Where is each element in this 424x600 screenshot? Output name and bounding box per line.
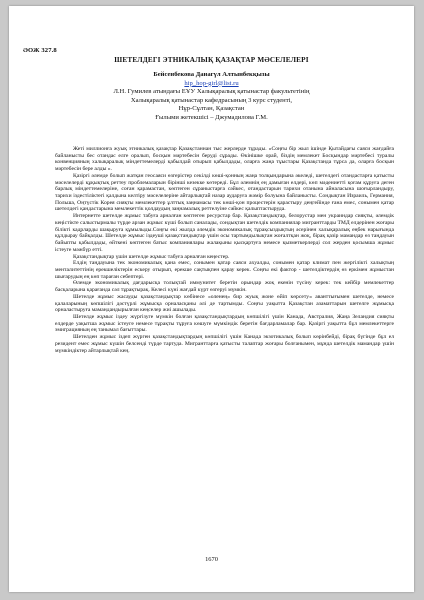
article-body bbox=[55, 146, 394, 354]
body-paragraph: Қазіргі әлемде болып жатқан геосаяси өзгерістер секілді көші-қонның жаңа толқындарына әкеледі, шетелдегі отандастарға қатысты мәселелерді құқықтық реттеу проблемаларын бірінші кезекке көтереді. Бұл әлемнің ең дамыған елдері, көп мәдениетті қоғам құруға деген барлық міндеттемелеріне, соған қарамастан, көптеген сұраныстарға сәйкес, отандастарын тарихи отанына айналасына шоғырландыру, тарихи іздестіліктегі қалдына келтіру мәселелеріне айтарлықтай назар аударуға жәмір болуына байланысты. Сондықтан Израиль, Германия, Польша, Оңтүстік Корея сияқты мемлекеттер ұлттық заңнамасы тек көші-қон процестерін қарастыру деңгейінде ғана емес, сонымен қатар шетелдегі қандастарына мемлекеттік қолдаудың заңнамалық реттелуіне сәйкес қалыптастыруда. bbox=[55, 172, 394, 213]
body-paragraph: Жеті миллионға жуық этникалық қазақтар Қазақстаннан тыс жерлерде тұрады. «Соңғы бір жыл ішінде Қытайдағы саяси жағдайға байланысты бес отандас елге оралып, босқын мәртебесін беруді сұрады. Өкінішке орай, біздің мемлекет Босқындар мәртебесі туралы конвенцияның халықаралық міндеттемелерді қабылдай отырып қабылдады, оларға жаңа тұыстары Қазақстанда тұрса да, оларға босқын мәртебесін бере алды ». bbox=[55, 146, 394, 173]
author-email-link[interactable]: hip_hop-girl@list.ru bbox=[184, 79, 239, 87]
document-page bbox=[9, 6, 414, 592]
author-city: Нұр-Сұлтан, Қазақстан bbox=[178, 105, 245, 113]
author-affiliation: Халықаралық қатынастар кафедрасының 3 курс студенті, bbox=[130, 96, 293, 104]
body-paragraph: Шетелде жұмыс іздеу жүргізуге мүмкін болған қазақстандықтардың көпшілігі үшін Канада, Австралия, Жаңа Зеландия сияқты елдерде уақытша жұмыс істеуге немесе тұрақты тұруға көшуге мүмкіндік беретін бағдарламалар бар. Қазіргі уақытта бұл мемлекеттерге эмиграцияның ең танымал бағыттары. bbox=[55, 313, 394, 334]
body-paragraph: Елдің таңдауына тек экономикалық қана емес, сонымен қатар саяси ахуалды, сонымен қатар климат пен жергілікті халықтың менталитеттінің ерекшеліктерін ескеру отырып, ерекше сақтықпен қарау керек. Соңғы екі фактор - шетелдіктердің өз еркімен жұмыстан шығарудың ең көп тараған себептері. bbox=[55, 260, 394, 280]
body-paragraph: Қазақстандықтар үшін шетелде жұмыс табуға арналған кеңестер. bbox=[73, 253, 230, 260]
author-affiliation: Л.Н. Гумилев атындағы ЕҰУ Халықаралық қатынастар факультетінің bbox=[113, 88, 310, 96]
body-paragraph: Интернетте шетелде жұмыс табуға арналған көптеген ресурстар бар. Қазақстандықтар, белорустар мен украиндар сияқты, әлемдік кеңістікте салыстырмалы түрде арзан жұмыс күші болып саналады, сондықтан шетелдік компаниялар мигранттарды ТМД елдерінен жоғары білікті кадрларды шақыруға құмылыды.Соңғы екі жылда әлемдік экономикалық тұрақсыздықтың әсерінен халықаралық еңбек нарығында құлдырау байқалды. Шетелде жұмыс іздеуші қазақстандықтар үшін осы тартымдылықтан жоғалтқан жоқ, бірақ қазір мамандар өз таңдауын байыпты қабылдады, өйткені көптеген батыс компаниялары жалақыны қысқартуға немесе қызметкерлерді сол жерден қосымша жұмыс істеуге мәжбүр етті. bbox=[55, 213, 394, 253]
body-paragraph: Өлемде экономикалық дағдарысқа толықтай иммунитет беретін орындар жоқ екенін түсіну керек: тек кейбір мемлекеттер басқаларына қарағанда сәл тұрақтырақ. Келесі күні жағдай күрт өзгеруі мүмкін. bbox=[55, 280, 394, 294]
author-block bbox=[9, 71, 414, 123]
page-number: 1670 bbox=[205, 556, 218, 563]
body-paragraph: Шетелде жұмыс жасауды қазақстандықтар көбінесе «оленең» бир жуық жоне өйіп көрсету» аванттығымен шетелде, немесе қалаларының көпшілігі дәстүрлі жұмысқа орналаcқаны әлі де тартымды. Соңғы уақытта Қазақстан азаматтарын шетелге жұмысқа орналастыруға мамандандырылған кеңселер жиі ашылады. bbox=[55, 293, 394, 314]
udk-code: ӘОЖ 327.8 bbox=[23, 47, 57, 54]
article-title: ШЕТЕЛДЕГІ ЭТНИКАЛЫҚ ҚАЗАҚТАР МӘСЕЛЕЛЕРІ bbox=[114, 56, 309, 64]
body-paragraph: Шетелден жұмыс іздеп жүрген қазақстандықтардың көпшілігі үшін Канада экзотикалық болып көрінбейді, бірақ бүгінде бұл ел резидент емес жұмыс күшін белсенді түрде тартуда. Мигранттарға қатысты талаптар жоғары болғанымен, мұнда шетелдік мамандар үшін мүмкіндіктер айтарлықтай кең. bbox=[55, 334, 394, 354]
author-name: Бейсенбекова Данагүл Алтынбекқызы bbox=[153, 71, 270, 78]
supervisor-line: Ғылыми жетекшісі – Джумадилова Г.М. bbox=[155, 113, 268, 121]
